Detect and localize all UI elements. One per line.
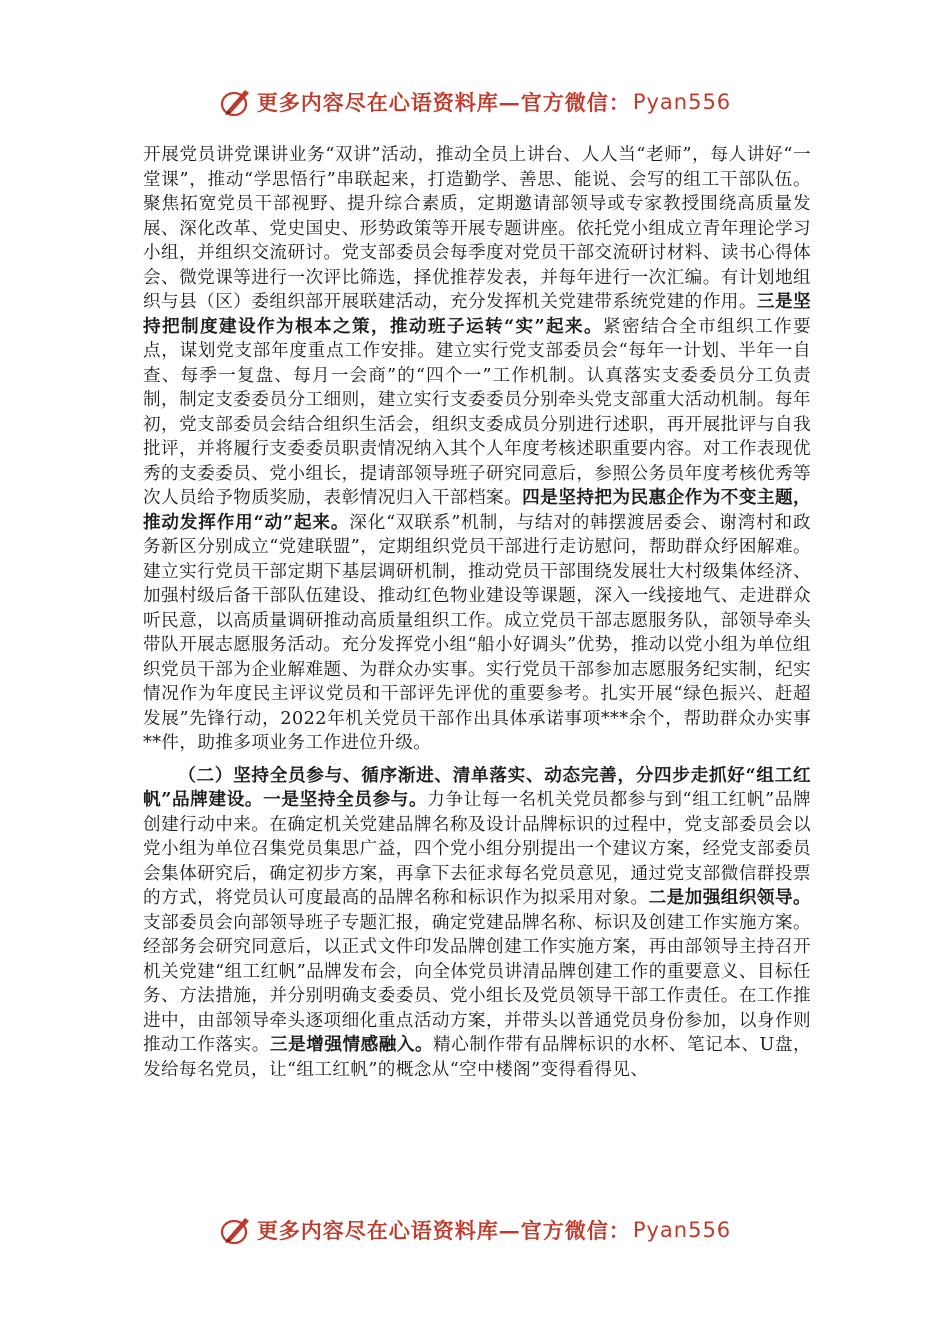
header-watermark-banner bbox=[0, 82, 950, 122]
paragraph-2-heading-1: （二）坚持全员参与、循序渐进、清单落实、动态完善，分四步走抓好“组工红帆”品牌建设。一是坚持全员参与。 bbox=[143, 764, 811, 810]
footer-watermark-banner bbox=[0, 1210, 950, 1250]
banner-text: 更多内容尽在心语资料库—官方微信： bbox=[256, 1218, 631, 1243]
paragraph-2-heading-2: 二是加强组织领导。 bbox=[648, 887, 812, 908]
paragraph-2-text-2: 支部委员会向部领导班子专题汇报，确定党建品牌名称、标识及创建工作实施方案。经部务会研究同意后，以正式文件印发品牌创建工作实施方案，再由部领导主持召开机关党建“组工红帆”品牌发布会，向全体党员讲清品牌创建工作的重要意义、目标任务、方法措施，并分别明确支委委员、党小组长及党员领导干部工作责任。在工作推进中，由部领导牵头逐项细化重点活动方案，并带头以普通党员身份参加，以身作则推动工作落实。 bbox=[143, 912, 811, 1055]
banner-text: 更多内容尽在心语资料库—官方微信： bbox=[256, 90, 631, 115]
paragraph-1-text-3: 深化“双联系”机制，与结对的韩摆渡居委会、谢湾村和政务新区分别成立“党建联盟”，定期组织党员干部进行走访慰问，帮助群众纾困解难。建立实行党员干部定期下基层调研机制，推动党员干部围绕发展壮大村级集体经济、加强村级后备干部队伍建设、推动红色物业建设等课题，深入一线接地气、走进群众听民意，以高质量调研推动高质量组织工作。成立党员干部志愿服务队，部领导牵头带队开展志愿服务活动。充分发挥党小组“船小好调头”优势，推动以党小组为单位组织党员干部为企业解难题、为群众办实事。实行党员干部参加志愿服务纪实制，纪实情况作为年度民主评议党员和干部评先评优的重要参考。扎实开展“绿色振兴、赶超发展”先锋行动，2022年机关党员干部作出具体承诺事项***余个，帮助群众办实事**件，助推多项业务工作进位升级。 bbox=[143, 512, 811, 753]
pen-seal-icon bbox=[219, 85, 253, 119]
paragraph-1 bbox=[143, 143, 811, 756]
paragraph-1-heading-3: 三是坚持把制度建设作为根本之策，推动班子运转“实”起来。 bbox=[143, 291, 811, 337]
paragraph-2-text-1: 力争让每一名机关党员都参与到“组工红帆”品牌创建行动中来。在确定机关党建品牌名称及设计品牌标识的过程中，党支部委员会以党小组为单位召集党员集思广益，四个党小组分别提出一个建议方案，经党支部委员会集体研究后，确定初步方案，再拿下去征求每名党员意见，通过党支部微信群投票的方式，将党员认可度最高的品牌名称和标识作为拟采用对象。 bbox=[143, 790, 811, 908]
banner-wechat-id: Pyan556 bbox=[632, 1218, 732, 1242]
document-body bbox=[143, 143, 811, 1082]
paragraph-2-text-3: 精心制作带有品牌标识的水杯、笔记本、U盘，发给每名党员，让“组工红帆”的概念从“空中楼阁”变得看得见、 bbox=[143, 1035, 811, 1080]
banner-wechat-id: Pyan556 bbox=[632, 90, 732, 114]
paragraph-2 bbox=[143, 764, 811, 1083]
pen-seal-icon bbox=[219, 1213, 253, 1247]
paragraph-2-heading-3: 三是增强情感融入。 bbox=[269, 1034, 434, 1055]
paragraph-1-text-2: 紧密结合全市组织工作要点，谋划党支部年度重点工作安排。建立实行党支部委员会“每年一计划、半年一自查、每季一复盘、每月一会商”的“四个一”工作机制。认真落实支委委员分工负责制，制定支委委员分工细则，建立实行支委委员分别牵头党支部重大活动机制。每年初，党支部委员会结合组织生活会，组织支委成员分别进行述职，再开展批评与自我批评，并将履行支委委员职责情况纳入其个人年度考核述职重要内容。对工作表现优秀的支委委员、党小组长，提请部领导班子研究同意后，参照公务员年度考核优秀等次人员给予物质奖励，表彰情况归入干部档案。 bbox=[143, 316, 811, 508]
paragraph-1-heading-4: 四是坚持把为民惠企作为不变主题，推动发挥作用“动”起来。 bbox=[143, 487, 811, 533]
paragraph-1-text-1: 开展党员讲党课讲业务“双讲”活动，推动全员上讲台、人人当“老师”，每人讲好“一堂课”，推动“学思悟行”串联起来，打造勤学、善思、能说、会写的组工干部队伍。聚焦拓宽党员干部视野、提升综合素质，定期邀请部领导或专家教授围绕高质量发展、深化改革、党史国史、形势政策等开展专题讲座。依托党小组成立青年理论学习小组，并组织交流研讨。党支部委员会每季度对党员干部交流研讨材料、读书心得体会、微党课等进行一次评比筛选，择优推荐发表，并每年进行一次汇编。有计划地组织与县（区）委组织部开展联建活动，充分发挥机关党建带系统党建的作用。 bbox=[143, 145, 811, 312]
